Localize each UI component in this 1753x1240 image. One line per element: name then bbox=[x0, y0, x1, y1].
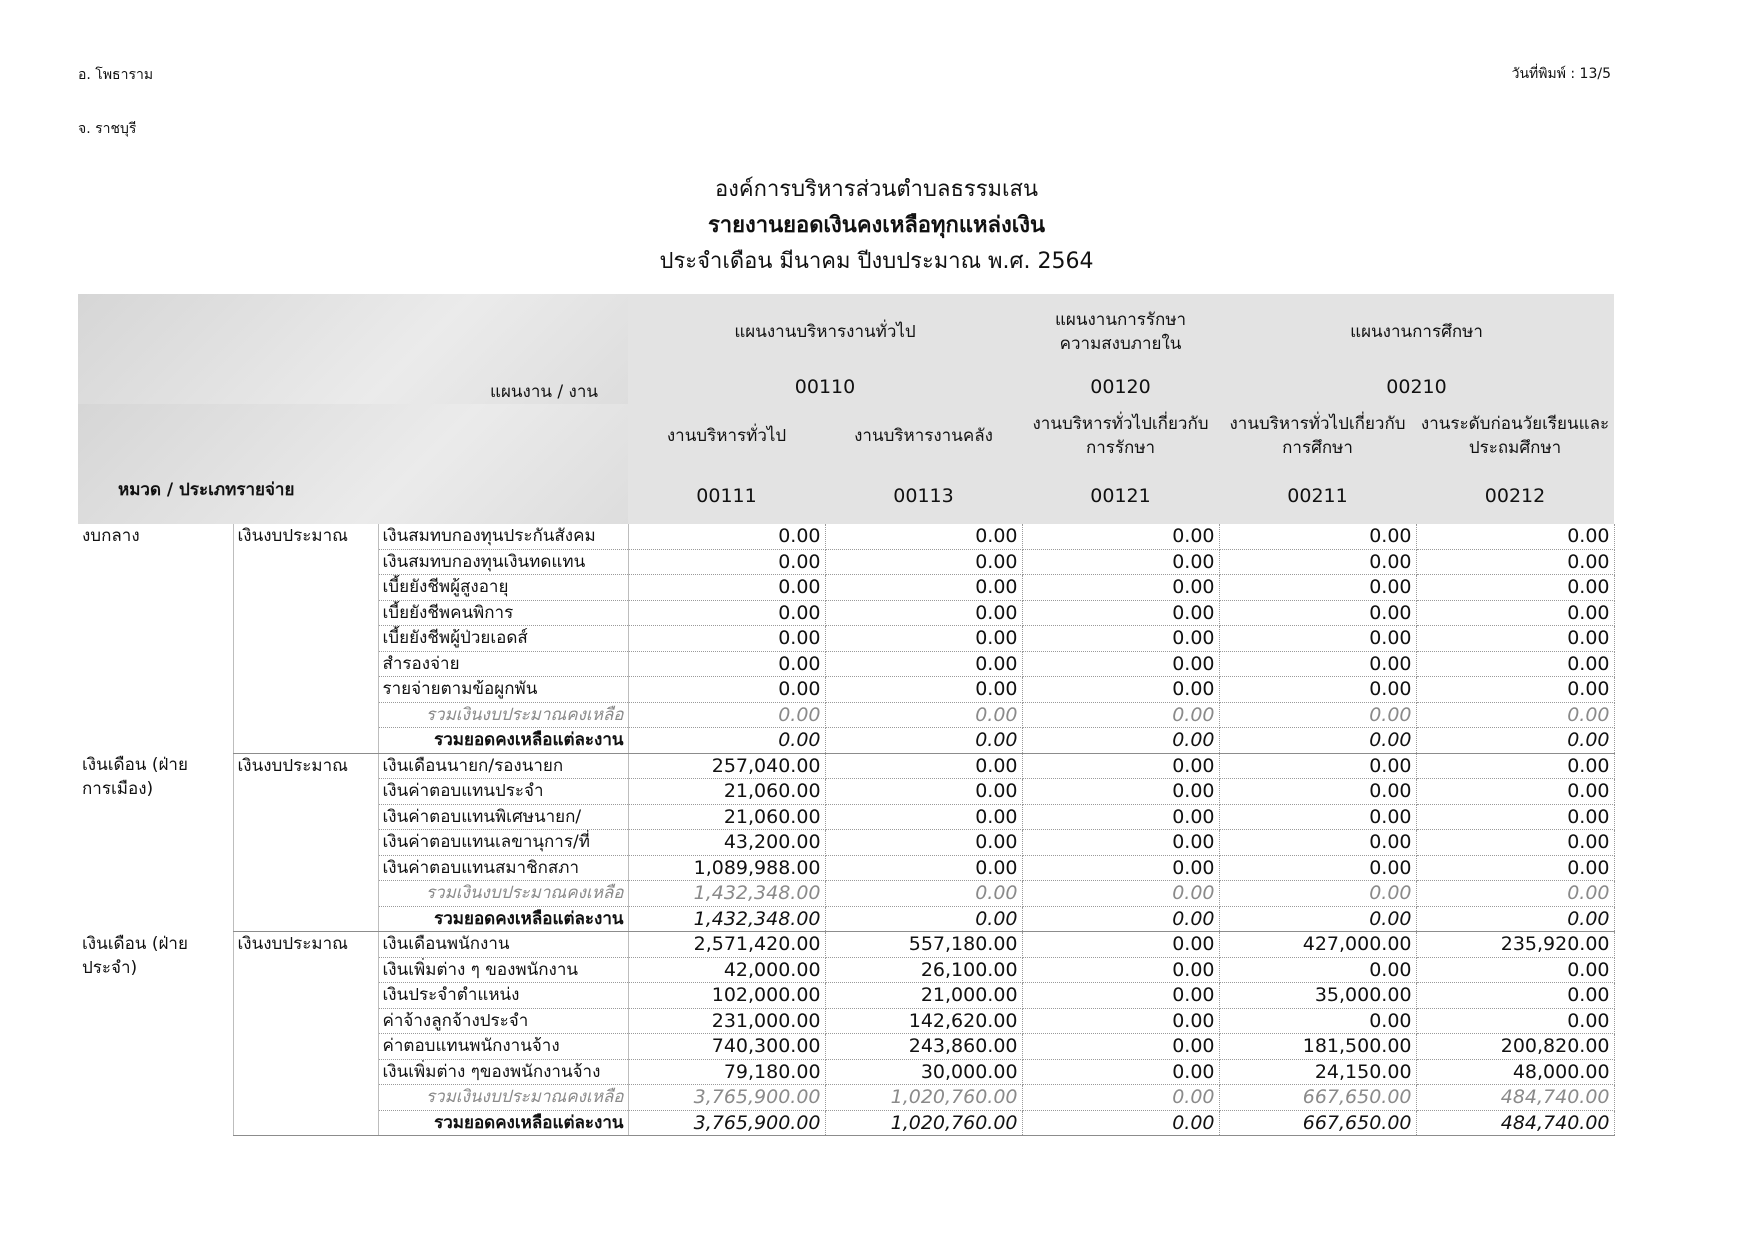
value-cell-job-3: 0.00 bbox=[1022, 549, 1219, 575]
value-cell-job-2: 0.00 bbox=[825, 779, 1022, 805]
value-cell-job-5: 0.00 bbox=[1416, 1008, 1614, 1034]
job-code-3: 00121 bbox=[1022, 468, 1219, 524]
value-cell-job-4: 0.00 bbox=[1219, 830, 1416, 856]
org-title: องค์การบริหารส่วนตำบลธรรมเสน bbox=[714, 177, 1039, 202]
value-cell-job-3: 0.00 bbox=[1022, 651, 1219, 677]
value-cell-job-2: 21,000.00 bbox=[825, 983, 1022, 1009]
value-cell-job-4: 0.00 bbox=[1219, 804, 1416, 830]
value-cell-job-5: 235,920.00 bbox=[1416, 932, 1614, 958]
category-cell: เงินเดือน (ฝ่ายการเมือง) bbox=[82, 755, 188, 799]
value-cell-job-3: 0.00 bbox=[1022, 1034, 1219, 1060]
table-header bbox=[78, 294, 1614, 524]
value-cell-job-1: 0.00 bbox=[628, 702, 825, 728]
value-cell-job-4: 0.00 bbox=[1219, 855, 1416, 881]
value-cell-job-5: 0.00 bbox=[1416, 651, 1614, 677]
plan-name-3: แผนงานการศึกษา bbox=[1219, 294, 1614, 370]
value-cell-job-5: 0.00 bbox=[1416, 906, 1614, 932]
value-cell-job-4: 427,000.00 bbox=[1219, 932, 1416, 958]
value-cell-job-2: 1,020,760.00 bbox=[825, 1110, 1022, 1136]
value-cell-job-2: 30,000.00 bbox=[825, 1059, 1022, 1085]
job-name-5: งานระดับก่อนวัยเรียนและประถมศึกษา bbox=[1416, 404, 1614, 468]
item-label: เงินค่าตอบแทนเลขานุการ/ที่ bbox=[378, 830, 628, 856]
summary-label: รวมยอดคงเหลือแต่ละงาน bbox=[378, 728, 628, 754]
value-cell-job-1: 231,000.00 bbox=[628, 1008, 825, 1034]
value-cell-job-3: 0.00 bbox=[1022, 830, 1219, 856]
district-label: อ. โพธาราม bbox=[78, 67, 154, 83]
item-label: เงินค่าตอบแทนสมาชิกสภา bbox=[378, 855, 628, 881]
job-name-1: งานบริหารทั่วไป bbox=[628, 404, 825, 468]
value-cell-job-4: 0.00 bbox=[1219, 702, 1416, 728]
item-label: เงินเดือนนายก/รองนายก bbox=[378, 753, 628, 779]
balance-table bbox=[78, 294, 1615, 1136]
value-cell-job-1: 79,180.00 bbox=[628, 1059, 825, 1085]
value-cell-job-4: 24,150.00 bbox=[1219, 1059, 1416, 1085]
value-cell-job-4: 0.00 bbox=[1219, 549, 1416, 575]
value-cell-job-3: 0.00 bbox=[1022, 728, 1219, 754]
value-cell-job-1: 3,765,900.00 bbox=[628, 1110, 825, 1136]
value-cell-job-4: 0.00 bbox=[1219, 524, 1416, 549]
value-cell-job-4: 667,650.00 bbox=[1219, 1110, 1416, 1136]
plan-name-1: แผนงานบริหารงานทั่วไป bbox=[628, 294, 1022, 370]
value-cell-job-2: 0.00 bbox=[825, 626, 1022, 652]
item-label: เบี้ยยังชีพผู้ป่วยเอดส์ bbox=[378, 626, 628, 652]
job-name-3: งานบริหารทั่วไปเกี่ยวกับการรักษา bbox=[1022, 404, 1219, 468]
summary-label: รวมเงินงบประมาณคงเหลือ bbox=[378, 702, 628, 728]
value-cell-job-2: 557,180.00 bbox=[825, 932, 1022, 958]
category-header: หมวด / ประเภทรายจ่าย bbox=[118, 480, 295, 500]
value-cell-job-5: 0.00 bbox=[1416, 779, 1614, 805]
value-cell-job-3: 0.00 bbox=[1022, 1110, 1219, 1136]
source-cell-blank bbox=[233, 906, 378, 932]
value-cell-job-5: 0.00 bbox=[1416, 753, 1614, 779]
value-cell-job-2: 0.00 bbox=[825, 702, 1022, 728]
value-cell-job-1: 0.00 bbox=[628, 575, 825, 601]
plan-name-2: แผนงานการรักษาความสงบภายใน bbox=[1022, 294, 1219, 370]
value-cell-job-1: 0.00 bbox=[628, 600, 825, 626]
value-cell-job-4: 0.00 bbox=[1219, 728, 1416, 754]
value-cell-job-1: 21,060.00 bbox=[628, 779, 825, 805]
value-cell-job-5: 0.00 bbox=[1416, 575, 1614, 601]
job-name-4: งานบริหารทั่วไปเกี่ยวกับการศึกษา bbox=[1219, 404, 1416, 468]
summary-label: รวมเงินงบประมาณคงเหลือ bbox=[378, 881, 628, 907]
report-period: ประจำเดือน มีนาคม ปีงบประมาณ พ.ศ. 2564 bbox=[659, 249, 1094, 274]
print-date: วันที่พิมพ์ : 13/5 bbox=[1511, 66, 1611, 82]
item-label: เบี้ยยังชีพผู้สูงอายุ bbox=[378, 575, 628, 601]
item-label: เงินเพิ่มต่าง ๆ ของพนักงาน bbox=[378, 957, 628, 983]
item-label: เงินประจำตำแหน่ง bbox=[378, 983, 628, 1009]
job-code-2: 00113 bbox=[825, 468, 1022, 524]
value-cell-job-5: 0.00 bbox=[1416, 881, 1614, 907]
value-cell-job-3: 0.00 bbox=[1022, 779, 1219, 805]
value-cell-job-1: 102,000.00 bbox=[628, 983, 825, 1009]
table-body bbox=[78, 524, 1614, 1136]
job-code-5: 00212 bbox=[1416, 468, 1614, 524]
value-cell-job-4: 0.00 bbox=[1219, 753, 1416, 779]
value-cell-job-2: 0.00 bbox=[825, 549, 1022, 575]
value-cell-job-4: 0.00 bbox=[1219, 651, 1416, 677]
value-cell-job-4: 667,650.00 bbox=[1219, 1085, 1416, 1111]
value-cell-job-1: 3,765,900.00 bbox=[628, 1085, 825, 1111]
value-cell-job-1: 0.00 bbox=[628, 728, 825, 754]
value-cell-job-5: 484,740.00 bbox=[1416, 1085, 1614, 1111]
value-cell-job-4: 35,000.00 bbox=[1219, 983, 1416, 1009]
value-cell-job-5: 0.00 bbox=[1416, 983, 1614, 1009]
value-cell-job-3: 0.00 bbox=[1022, 855, 1219, 881]
item-label: รายจ่ายตามข้อผูกพัน bbox=[378, 677, 628, 703]
value-cell-job-2: 1,020,760.00 bbox=[825, 1085, 1022, 1111]
value-cell-job-3: 0.00 bbox=[1022, 1008, 1219, 1034]
value-cell-job-2: 243,860.00 bbox=[825, 1034, 1022, 1060]
value-cell-job-3: 0.00 bbox=[1022, 524, 1219, 549]
total-row bbox=[78, 906, 1614, 932]
value-cell-job-5: 0.00 bbox=[1416, 677, 1614, 703]
value-cell-job-3: 0.00 bbox=[1022, 881, 1219, 907]
source-cell: เงินงบประมาณ bbox=[233, 753, 378, 906]
job-code-1: 00111 bbox=[628, 468, 825, 524]
value-cell-job-3: 0.00 bbox=[1022, 600, 1219, 626]
value-cell-job-3: 0.00 bbox=[1022, 677, 1219, 703]
value-cell-job-1: 0.00 bbox=[628, 549, 825, 575]
value-cell-job-2: 0.00 bbox=[825, 830, 1022, 856]
value-cell-job-1: 1,432,348.00 bbox=[628, 906, 825, 932]
value-cell-job-2: 0.00 bbox=[825, 728, 1022, 754]
value-cell-job-1: 1,432,348.00 bbox=[628, 881, 825, 907]
value-cell-job-4: 0.00 bbox=[1219, 600, 1416, 626]
value-cell-job-5: 0.00 bbox=[1416, 600, 1614, 626]
value-cell-job-1: 0.00 bbox=[628, 651, 825, 677]
item-label: เงินเดือนพนักงาน bbox=[378, 932, 628, 958]
item-label: เงินค่าตอบแทนประจำ bbox=[378, 779, 628, 805]
value-cell-job-3: 0.00 bbox=[1022, 804, 1219, 830]
item-label: เงินสมทบกองทุนประกันสังคม bbox=[378, 524, 628, 549]
report-titles bbox=[0, 172, 1753, 280]
value-cell-job-1: 0.00 bbox=[628, 626, 825, 652]
value-cell-job-2: 0.00 bbox=[825, 651, 1022, 677]
item-label: เงินค่าตอบแทนพิเศษนายก/ bbox=[378, 804, 628, 830]
value-cell-job-2: 0.00 bbox=[825, 524, 1022, 549]
item-label: เบี้ยยังชีพคนพิการ bbox=[378, 600, 628, 626]
value-cell-job-5: 0.00 bbox=[1416, 728, 1614, 754]
value-cell-job-3: 0.00 bbox=[1022, 1059, 1219, 1085]
value-cell-job-5: 0.00 bbox=[1416, 957, 1614, 983]
value-cell-job-2: 0.00 bbox=[825, 677, 1022, 703]
value-cell-job-5: 0.00 bbox=[1416, 855, 1614, 881]
value-cell-job-4: 0.00 bbox=[1219, 957, 1416, 983]
plan-code-2: 00120 bbox=[1022, 370, 1219, 404]
value-cell-job-2: 142,620.00 bbox=[825, 1008, 1022, 1034]
total-row bbox=[78, 728, 1614, 754]
value-cell-job-5: 0.00 bbox=[1416, 524, 1614, 549]
source-cell: เงินงบประมาณ bbox=[233, 932, 378, 1111]
plan-code-3: 00210 bbox=[1219, 370, 1614, 404]
item-label: ค่าตอบแทนพนักงานจ้าง bbox=[378, 1034, 628, 1060]
table-row bbox=[78, 753, 1614, 779]
plan-code-1: 00110 bbox=[628, 370, 1022, 404]
value-cell-job-4: 0.00 bbox=[1219, 1008, 1416, 1034]
province-label: จ. ราชบุรี bbox=[78, 121, 137, 137]
value-cell-job-4: 181,500.00 bbox=[1219, 1034, 1416, 1060]
value-cell-job-4: 0.00 bbox=[1219, 906, 1416, 932]
table-row bbox=[78, 932, 1614, 958]
value-cell-job-1: 0.00 bbox=[628, 524, 825, 549]
category-cell: เงินเดือน (ฝ่ายประจำ) bbox=[82, 933, 188, 978]
source-cell-blank bbox=[233, 728, 378, 754]
value-cell-job-4: 0.00 bbox=[1219, 626, 1416, 652]
summary-label: รวมเงินงบประมาณคงเหลือ bbox=[378, 1085, 628, 1111]
value-cell-job-2: 0.00 bbox=[825, 600, 1022, 626]
value-cell-job-1: 740,300.00 bbox=[628, 1034, 825, 1060]
value-cell-job-5: 0.00 bbox=[1416, 626, 1614, 652]
value-cell-job-5: 200,820.00 bbox=[1416, 1034, 1614, 1060]
value-cell-job-1: 257,040.00 bbox=[628, 753, 825, 779]
item-label: สำรองจ่าย bbox=[378, 651, 628, 677]
item-label: ค่าจ้างลูกจ้างประจำ bbox=[378, 1008, 628, 1034]
value-cell-job-1: 0.00 bbox=[628, 677, 825, 703]
job-code-4: 00211 bbox=[1219, 468, 1416, 524]
value-cell-job-2: 0.00 bbox=[825, 753, 1022, 779]
value-cell-job-1: 2,571,420.00 bbox=[628, 932, 825, 958]
source-cell: เงินงบประมาณ bbox=[233, 524, 378, 728]
value-cell-job-5: 0.00 bbox=[1416, 702, 1614, 728]
source-cell-blank bbox=[233, 1110, 378, 1136]
summary-label: รวมยอดคงเหลือแต่ละงาน bbox=[378, 906, 628, 932]
value-cell-job-3: 0.00 bbox=[1022, 983, 1219, 1009]
value-cell-job-5: 48,000.00 bbox=[1416, 1059, 1614, 1085]
job-name-2: งานบริหารงานคลัง bbox=[825, 404, 1022, 468]
value-cell-job-5: 0.00 bbox=[1416, 549, 1614, 575]
category-cell: งบกลาง bbox=[82, 526, 140, 546]
value-cell-job-3: 0.00 bbox=[1022, 575, 1219, 601]
value-cell-job-3: 0.00 bbox=[1022, 1085, 1219, 1111]
summary-label: รวมยอดคงเหลือแต่ละงาน bbox=[378, 1110, 628, 1136]
value-cell-job-3: 0.00 bbox=[1022, 626, 1219, 652]
value-cell-job-2: 26,100.00 bbox=[825, 957, 1022, 983]
header-blank bbox=[78, 404, 628, 524]
value-cell-job-2: 0.00 bbox=[825, 855, 1022, 881]
value-cell-job-4: 0.00 bbox=[1219, 677, 1416, 703]
total-row bbox=[78, 1110, 1614, 1136]
value-cell-job-5: 0.00 bbox=[1416, 830, 1614, 856]
plan-job-header: แผนงาน / งาน bbox=[78, 294, 628, 404]
value-cell-job-2: 0.00 bbox=[825, 804, 1022, 830]
value-cell-job-1: 1,089,988.00 bbox=[628, 855, 825, 881]
value-cell-job-2: 0.00 bbox=[825, 906, 1022, 932]
value-cell-job-1: 42,000.00 bbox=[628, 957, 825, 983]
report-title: รายงานยอดเงินคงเหลือทุกแหล่งเงิน bbox=[707, 213, 1046, 238]
value-cell-job-2: 0.00 bbox=[825, 575, 1022, 601]
value-cell-job-5: 484,740.00 bbox=[1416, 1110, 1614, 1136]
value-cell-job-3: 0.00 bbox=[1022, 753, 1219, 779]
value-cell-job-4: 0.00 bbox=[1219, 779, 1416, 805]
value-cell-job-1: 43,200.00 bbox=[628, 830, 825, 856]
value-cell-job-3: 0.00 bbox=[1022, 932, 1219, 958]
value-cell-job-3: 0.00 bbox=[1022, 906, 1219, 932]
table-row bbox=[78, 524, 1614, 549]
value-cell-job-4: 0.00 bbox=[1219, 575, 1416, 601]
value-cell-job-5: 0.00 bbox=[1416, 804, 1614, 830]
value-cell-job-3: 0.00 bbox=[1022, 957, 1219, 983]
value-cell-job-3: 0.00 bbox=[1022, 702, 1219, 728]
item-label: เงินสมทบกองทุนเงินทดแทน bbox=[378, 549, 628, 575]
value-cell-job-4: 0.00 bbox=[1219, 881, 1416, 907]
value-cell-job-2: 0.00 bbox=[825, 881, 1022, 907]
item-label: เงินเพิ่มต่าง ๆของพนักงานจ้าง bbox=[378, 1059, 628, 1085]
value-cell-job-1: 21,060.00 bbox=[628, 804, 825, 830]
